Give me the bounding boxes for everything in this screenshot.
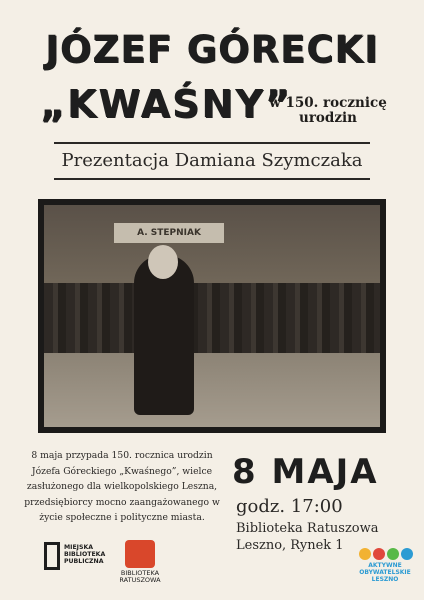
anniversary-line-1: w 150. rocznicę [269, 95, 387, 111]
photo-main-figure-head [148, 245, 178, 279]
library-logo-icon [44, 542, 60, 570]
photo-shop-sign: A. STEPNIAK [114, 223, 224, 243]
nickname-heading: „KWAŚNY” [40, 82, 292, 126]
photo-crowd [44, 283, 380, 353]
divider-top [54, 142, 370, 144]
ratuszowa-logo-text: BIBLIOTEKA RATUSZOWA [119, 569, 161, 584]
divider-bottom [54, 178, 370, 180]
historic-photo [44, 205, 380, 427]
ratuszowa-logo-icon [125, 540, 155, 568]
anniversary-line-2: urodzin [299, 110, 357, 126]
ratuszowa-logo [116, 540, 164, 584]
aktywne-logo [350, 546, 420, 586]
library-logo-text: MIEJSKA BIBLIOTEKA PUBLICZNA [64, 544, 106, 565]
photo-main-figure [134, 255, 194, 415]
anniversary-note [268, 96, 388, 126]
event-date: 8 MAJA [232, 452, 379, 492]
aktywne-line-3: LESZNO [371, 576, 399, 583]
photo-building [44, 205, 380, 285]
poster-title: JÓZEF GÓRECKI [45, 28, 379, 71]
library-logo [44, 542, 114, 576]
aktywne-line-1: AKTYWNE [368, 562, 402, 569]
aktywne-line-2: OBYWATELSKIE [359, 569, 411, 576]
venue-name: Biblioteka Ratuszowa [236, 521, 379, 536]
aktywne-logo-icon [357, 546, 413, 562]
event-description: 8 maja przypada 150. rocznica urodzin Józefa Góreckiego „Kwaśnego”, wielce zasłużonego dla wielkopolskiego Leszna, przedsiębiorcy mocno zaangażowanego w życie społeczne i polityczne miasta. [24, 450, 220, 523]
presentation-subtitle: Prezentacja Damiana Szymczaka [61, 150, 363, 171]
event-time: godz. 17:00 [236, 496, 343, 517]
photo-street [44, 353, 380, 427]
venue-address: Leszno, Rynek 1 [236, 538, 344, 553]
